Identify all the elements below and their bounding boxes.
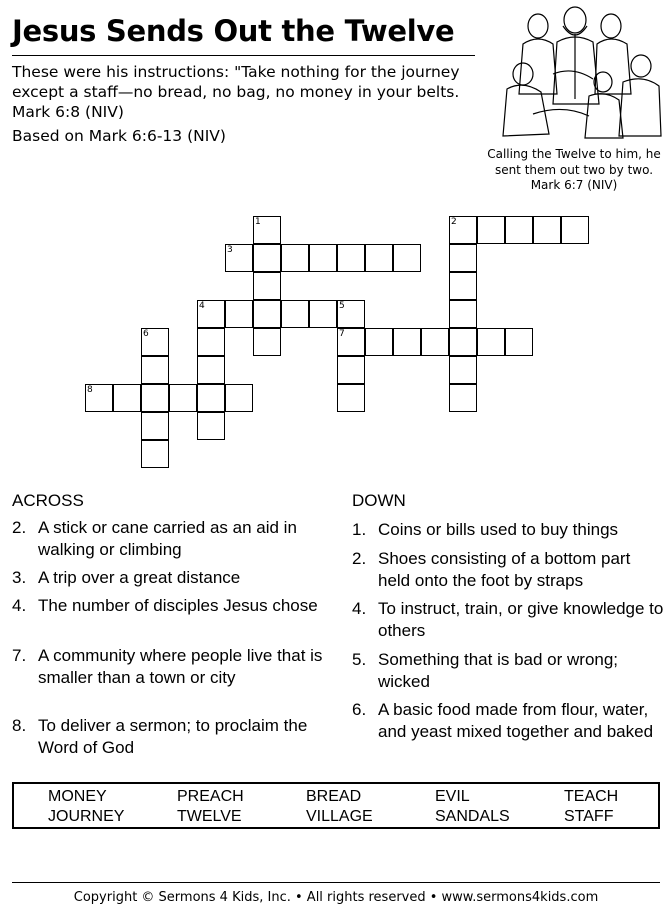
crossword-cell[interactable] [449,216,477,244]
crossword-cell[interactable] [505,328,533,356]
caption-line: Mark 6:7 (NIV) [530,178,618,192]
word-bank [12,782,660,829]
clue-number: 2 [451,217,457,227]
crossword-cell[interactable] [141,412,169,440]
crossword-cell[interactable] [477,328,505,356]
crossword-cell[interactable] [337,300,365,328]
crossword-cell[interactable] [309,300,337,328]
clue-num: 1. [352,520,367,539]
clue-num: 5. [352,650,367,669]
crossword-cell[interactable] [253,300,281,328]
clue-number: 7 [339,329,345,339]
word-bank-word: VILLAGE [306,808,373,825]
clue-item [12,517,322,560]
crossword-cell[interactable] [141,440,169,468]
crossword-cell[interactable] [365,244,393,272]
crossword-cell[interactable] [225,244,253,272]
word-bank-word: TEACH [564,788,619,805]
crossword-cell[interactable] [141,384,169,412]
crossword-cell[interactable] [449,272,477,300]
crossword-cell[interactable] [449,356,477,384]
crossword-cell[interactable] [197,384,225,412]
word-bank-word: EVIL [435,788,470,805]
crossword-cell[interactable] [197,412,225,440]
crossword-cell[interactable] [281,300,309,328]
clue-num: 2. [352,549,367,568]
clue-number: 3 [227,245,233,255]
clue-text: The number of disciples Jesus chose [38,596,318,615]
crossword-cell[interactable] [85,384,113,412]
title-divider [12,55,475,56]
crossword-cell[interactable] [477,216,505,244]
instructions-text: These were his instructions: "Take nothing for the journey except a staff—no bread, no bag, no money in your belts. Mark 6:8 (NIV) [12,63,460,121]
clue-item [352,519,664,541]
clue-item [12,645,330,688]
clue-number: 6 [143,329,149,339]
clue-item [352,598,664,641]
crossword-cell[interactable] [197,300,225,328]
crossword-cell[interactable] [561,216,589,244]
word-bank-word: JOURNEY [48,808,125,825]
crossword-cell[interactable] [309,244,337,272]
clue-item [12,567,322,589]
crossword-cell[interactable] [253,244,281,272]
crossword-cell[interactable] [141,356,169,384]
crossword-cell[interactable] [225,384,253,412]
crossword-cell[interactable] [449,300,477,328]
crossword-cell[interactable] [421,328,449,356]
clue-item [352,699,664,742]
crossword-cell[interactable] [393,328,421,356]
down-heading: DOWN [352,491,406,510]
clue-num: 3. [12,568,27,587]
crossword-cell[interactable] [337,244,365,272]
word-bank-word: SANDALS [435,808,510,825]
crossword-cell[interactable] [141,328,169,356]
clue-text: A basic food made from flour, water, and yeast mixed together and baked [378,700,654,741]
crossword-cell[interactable] [253,328,281,356]
crossword-cell[interactable] [337,384,365,412]
across-heading: ACROSS [12,491,84,510]
clue-num: 7. [12,646,27,665]
crossword-cell[interactable] [225,300,253,328]
crossword-cell[interactable] [197,356,225,384]
clue-item [352,649,664,692]
word-bank-word: BREAD [306,788,362,805]
crossword-cell[interactable] [393,244,421,272]
word-bank-word: STAFF [564,808,614,825]
copyright-footer: Copyright © Sermons 4 Kids, Inc. • All rights reserved • www.sermons4kids.com [73,890,599,905]
clue-num: 6. [352,700,367,719]
crossword-cell[interactable] [253,216,281,244]
clue-text: A trip over a great distance [38,568,241,587]
clue-text: Something that is bad or wrong; wicked [378,650,619,691]
word-bank-word: MONEY [48,788,107,805]
illustration-caption [474,147,672,194]
clue-item [352,548,664,591]
clue-text: To deliver a sermon; to proclaim the Word of God [38,716,308,757]
clue-text: A stick or cane carried as an aid in walking or climbing [38,518,297,559]
jesus-and-disciples-illustration [493,4,663,144]
scripture-reference: Based on Mark 6:6-13 (NIV) [12,127,226,145]
crossword-cell[interactable] [113,384,141,412]
clue-number: 8 [87,385,93,395]
crossword-cell[interactable] [365,328,393,356]
crossword-cell[interactable] [253,272,281,300]
clue-num: 4. [12,596,27,615]
word-bank-word: PREACH [177,788,244,805]
clue-num: 4. [352,599,367,618]
clue-num: 2. [12,518,27,537]
clue-number: 5 [339,301,345,311]
crossword-cell[interactable] [169,384,197,412]
crossword-cell[interactable] [449,328,477,356]
crossword-cell[interactable] [449,384,477,412]
clue-num: 8. [12,716,27,735]
caption-line: sent them out two by two. [494,162,654,177]
crossword-cell[interactable] [449,244,477,272]
clue-number: 4 [199,301,205,311]
clue-text: To instruct, train, or give knowledge to others [378,599,664,640]
clue-text: Shoes consisting of a bottom part held onto the foot by straps [378,549,631,590]
clue-number: 1 [255,217,261,227]
clue-text: Coins or bills used to buy things [378,520,619,539]
clue-text: A community where people live that is smaller than a town or city [38,646,323,687]
crossword-cell[interactable] [281,244,309,272]
clue-item [12,595,322,617]
clue-item [12,715,322,758]
caption-line: Calling the Twelve to him, he [487,147,661,161]
footer-divider [12,882,660,883]
page-title: Jesus Sends Out the Twelve [12,14,455,48]
crossword-cell[interactable] [337,328,365,356]
crossword-cell[interactable] [197,328,225,356]
word-bank-word: TWELVE [177,808,242,825]
crossword-cell[interactable] [337,356,365,384]
crossword-cell[interactable] [533,216,561,244]
crossword-cell[interactable] [505,216,533,244]
